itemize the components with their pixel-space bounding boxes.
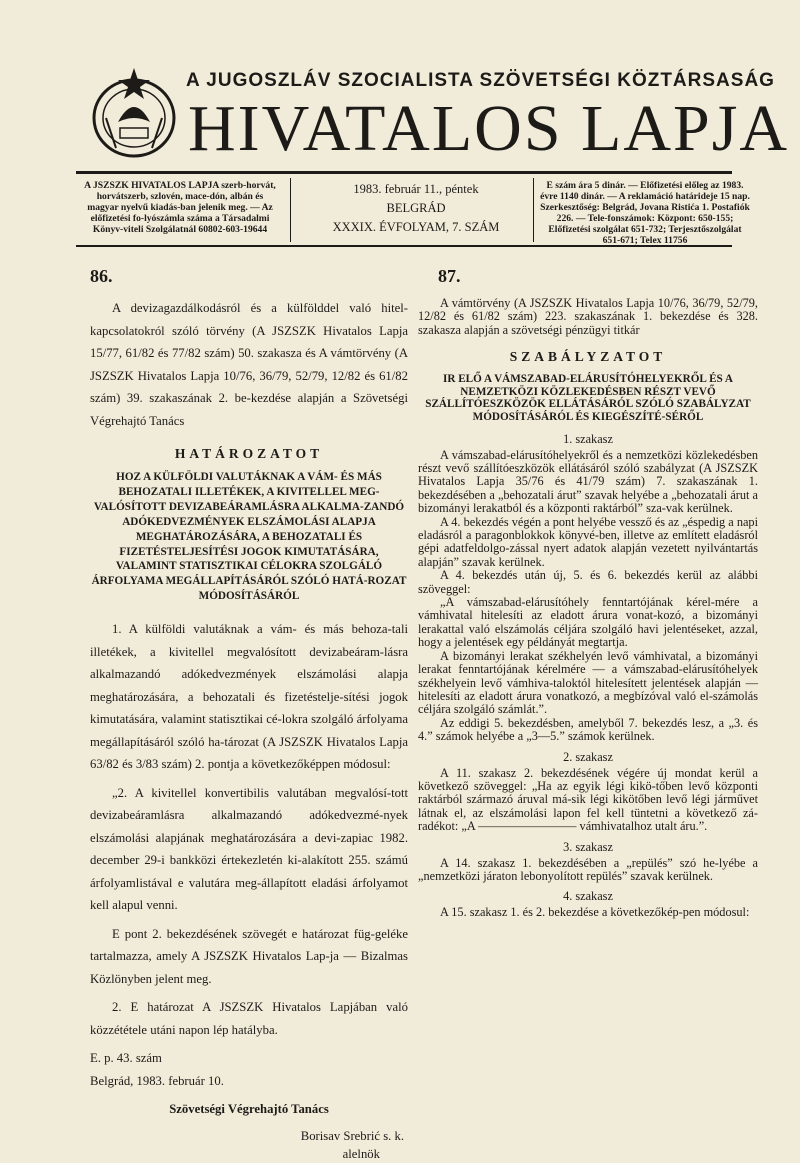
decree-number: 86. — [90, 266, 113, 286]
issue-date: 1983. február 11., péntek — [353, 182, 479, 196]
decree-paragraph: 2. E határozat A JSZSZK Hivatalos Lapjában való közzététele utáni napon lép hatályba. — [90, 1000, 408, 1037]
masthead-title: HIVATALOS LAPJA — [188, 92, 790, 165]
regulation-paragraph: A 4. bekezdés végén a pont helyébe vessző és az „éspedig a napi eladásról a paragonblokkok könyvé-ben, illetve az említett eladásról gépi adatfeldolgo-zással nyert adatok alapján vezetett nyilvántartás alapján” szavak kerülnek. — [418, 514, 758, 569]
subscription-info: A JSZSZK HIVATALOS LAPJA szerb-horvát, horvátszerb, szlovén, mace-dón, albán és magyar nyelvű kiadás-ban jelenik meg. — Az előfizetési fo-lyószámla száma a Társadalmi Könyv-viteli Szolgálatnál 60802-603-19644 — [84, 180, 276, 235]
section-heading: 2. szakasz — [563, 749, 613, 764]
regulation-paragraph: A 14. szakasz 1. bekezdésében a „repülés” szó he-lyébe a „nemzetközi járaton lebonyolított repülés” szavak kerülnek. — [418, 855, 758, 883]
regulation-paragraph: A vámszabad-elárusítóhelyekről és a nemzetközi közlekedésben részt vevő szállítóeszközök ellátásáról szóló szabályzat (A JSZSZK Hivatalos Lapja 35/76 és 41/79 szám) 7. szakaszának 1. bekezdésében a „behozatali árut” szavak helyébe a „behozatali árut a bizományi lerakatból és a központi raktárból” sza-vak kerülnek. — [418, 447, 758, 516]
decree-heading: HATÁROZATOT — [174, 446, 324, 461]
regulation-number: 87. — [438, 266, 461, 286]
header-kicker: A JUGOSZLÁV SZOCIALISTA SZÖVETSÉGI KÖZTÁRSASÁG — [186, 70, 775, 91]
section-heading: 1. szakasz — [563, 431, 613, 446]
decree-reference: E. p. 43. szám — [90, 1051, 162, 1066]
state-emblem — [88, 62, 180, 162]
masthead-rule-top — [76, 171, 732, 174]
decree-paragraph: 1. A külföldi valutáknak a vám- és más behoza-tali illetékek, a kivitellel megvalósított devizabeáram-lásra alkalmazandó adókedvezmények elszámolási alapja meghatározására, a behozatali és fizetéstelje-sítési jogok kimutatására, valamint statisztikai cé-lokra szolgáló árfolyama megállapításáról szóló ha-tározat (A JSZSZK Hivatalos Lapja 63/82 és 3/83 szám) 2. pontja a következőképpen módosul: — [90, 622, 408, 772]
decree-subject: HOZ A KÜLFÖLDI VALUTÁKNAK A VÁM- ÉS MÁS BEHOZATALI ILLETÉKEK, A KIVITELLEL MEG-VALÓSÍTOTT DEVIZABEÁRAMLÁSRA ALKALMA-ZANDÓ ADÓKEDVEZMÉNYEK ELSZÁMOLÁSI ALAPJA MEGHATÁROZÁSÁRA, A BEHOZATALI ÉS FIZETÉSTELJESÍTÉSI JOGOK KIMUTATÁSÁRA, VALAMINT STATISZTIKAI CÉLOKRA SZOLGÁLÓ ÁRFOLYAMA MEGÁLLAPÍTÁSÁRÓL SZÓLÓ HATÁ-ROZAT MÓDOSÍTÁSÁRÓL — [91, 471, 407, 603]
regulation-intro: A vámtörvény (A JSZSZK Hivatalos Lapja 10/76, 36/79, 52/79, 12/82 és 61/82 szám) 223. szakaszának 1. bekezdése és 328. szakasza alapján a szövetségi pénzügyi titkár — [418, 296, 758, 337]
regulation-heading: SZABÁLYZATOT — [509, 349, 667, 365]
price-info: E szám ára 5 dinár. — Előfizetési előleg az 1983. évre 1140 dinár. — A reklamáció határideje 15 nap. Szerkesztőség: Belgrád, Jovana Ristića 1. Postafiók 226. — Tele-fonszámok: Központ: 650-155; Előfizetési szolgálat 651-732; Terjesztőszolgálat 651-671; Telex 11756 — [540, 180, 750, 246]
signer-name: Borisav Srebrić s. k. — [300, 1128, 404, 1143]
signer-body: Szövetségi Végrehajtó Tanács — [169, 1102, 329, 1117]
regulation-paragraph: A 4. bekezdés után új, 5. és 6. bekezdés kerül az alábbi szöveggel: — [418, 568, 758, 596]
decree-paragraph: E pont 2. bekezdésének szövegét e határozat füg-geléke tartalmazza, amely A JSZSZK Hivatalos Lap-ja — Bizalmas Közlönyben jelent meg. — [90, 926, 408, 986]
regulation-paragraph: „A vámszabad-elárusítóhely fenntartójának kérel-mére a vámhivatal hitelesíti az eladott árura vonat-kozó, a bizományi lerakattal való elszámolás céljára szolgáló havi jelentéseket, azzal, hogy a jelentések egy példányát megtartja. — [418, 595, 758, 650]
decree-paragraph: „2. A kivitellel konvertibilis valutában megvalósí-tott devizabeáramlásra alkalmazandó adókedvezmé-nyek elszámolási alapjának meghatározására a devi-zapiac 1982. december 29-i bankközi értekezletén ki-alakított 255. számú árfolyamlistával e valutára meg-állapított eladási árfolyamot kell alapul venni. — [90, 785, 408, 913]
signer-title: alelnök — [342, 1146, 380, 1161]
regulation-paragraph: Az eddigi 5. bekezdésben, amelyből 7. bekezdés lesz, a „3. és 4.” számok helyébe a „3—5.” számok kerülnek. — [418, 715, 758, 744]
regulation-paragraph: A bizományi lerakat székhelyén levő vámhivatal, a bizományi lerakat fenntartójának kérelmére — a vámszabad-elárusítóhelyek székhelyein levő vámhiva-taloktól hitelesített jelentések alapján — hitelesíti az eladott árura vonatkozó, a megbízóval való el-számolás céljára szolgáló számlát.”. — [418, 648, 758, 717]
regulation-paragraph: A 11. szakasz 2. bekezdésének végére új mondat kerül a következő szöveggel: „Ha az egyik légi kikö-tőben levő központi raktárból származó áruval má-sik légi kikötőben levő légi járművet látnak el, az elszámolási lapon fel kell tüntetni a következő zá-radékot: „A ———————— vámhivatalhoz utalt áru.”. — [418, 765, 758, 834]
left-column — [90, 266, 408, 1163]
issue-info — [300, 180, 532, 237]
decree-dateline: Belgrád, 1983. február 10. — [90, 1073, 224, 1088]
header-divider-left — [290, 178, 291, 242]
header-divider-right — [533, 178, 534, 242]
issue-volume: XXXIX. ÉVFOLYAM, 7. SZÁM — [332, 220, 500, 234]
section-heading: 4. szakasz — [563, 889, 613, 904]
issue-place: BELGRÁD — [386, 201, 446, 215]
regulation-paragraph: A 15. szakasz 1. és 2. bekezdése a következőkép-pen módosul: — [440, 905, 750, 920]
regulation-subject: IR ELŐ A VÁMSZABAD-ELÁRUSÍTÓHELYEKRŐL ÉS A NEMZETKÖZI KÖZLEKEDÉSBEN RÉSZT VEVŐ SZÁLLÍTÓESZKÖZÖK ELLÁTÁSÁRÓL SZÓLÓ SZABÁLYZAT MÓDOSÍTÁSÁRÓL ÉS KIEGÉSZÍTÉ-SÉRŐL — [425, 373, 751, 423]
section-heading: 3. szakasz — [563, 839, 613, 854]
right-column — [418, 266, 758, 920]
decree-intro: A devizagazdálkodásról és a külfölddel való hitel-kapcsolatokról szóló törvény (A JSZSZK Hivatalos Lapja 15/77, 61/82 és 77/82 szám) 50. szakasza és A vámtörvény (A JSZSZK Hivatalos Lapja 10/76, 36/79, 52/79, 12/82 és 61/82 szám) 39. szakaszának 2. be-kezdése alapján a Szövetségi Végrehajtó Tanács — [90, 301, 408, 428]
